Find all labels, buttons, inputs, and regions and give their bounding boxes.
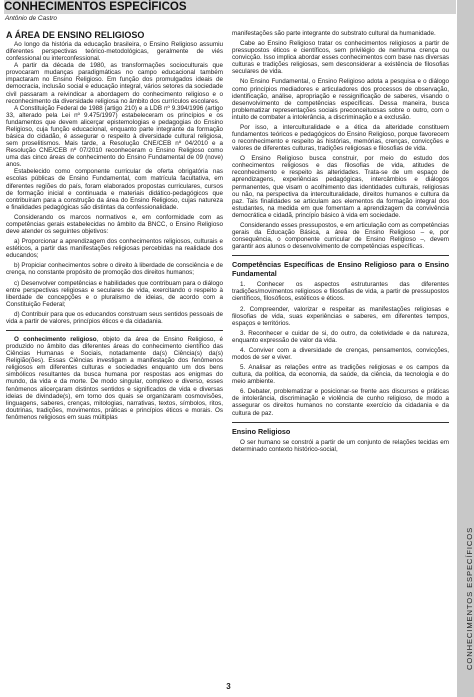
- objective-item: a) Proporcionar a aprendizagem dos conhecimentos religiosos, culturais e estéticos, a partir das manifestações religiosas percebidas na realidade dos educandos;: [6, 238, 223, 260]
- paragraph: Considerando esses pressupostos, e em articulação com as competências gerais da Educação Básica, a área de Ensino Religioso – e, por consequência, o componente curricular de Ensino Religioso –, devem garantir aos alunos o desenvolvimento de competências específicas.: [232, 221, 449, 251]
- divider: [232, 422, 449, 423]
- competency-item: 6. Debater, problematizar e posicionar-se frente aos discursos e práticas de intolerância, discriminação e violência de cunho religioso, de modo a assegurar os direitos humanos no constante exercício da cidadania e da cultura de paz.: [232, 388, 449, 417]
- competency-item: 1. Conhecer os aspectos estruturantes das diferentes tradições/movimentos religiosos e filosofias de vida, a partir de pressupostos científicos, filosóficos, estéticos e éticos.: [232, 281, 449, 303]
- author-name: Antônio de Castro: [5, 15, 58, 22]
- paragraph: Estabelecido como componente curricular de oferta obrigatória nas escolas públicas de Ensino Fundamental, com matrícula facultativa, em diferentes regiões do país, foram elaborados propostas curriculares, cursos de formação inicial e continuada e materiais didático-pedagógicos que contribuíram para a construção da área do Ensino Religioso, cujas natureza e finalidades pedagógicas são distintas da confessionalidade.: [6, 168, 223, 211]
- paragraph: Cabe ao Ensino Religioso tratar os conhecimentos religiosos a partir de pressupostos éticos e científicos, sem privilégio de nenhuma crença ou convicção. Isso implica abordar esses conhecimentos com base nas diversas culturas e tradições religiosas, sem desconsiderar a existência de filosofias seculares de vida.: [232, 40, 449, 76]
- paragraph: [6, 336, 223, 421]
- page-title: CONHECIMENTOS ESPECÍFICOS: [4, 1, 187, 13]
- competency-item: 2. Compreender, valorizar e respeitar as manifestações religiosas e filosofias de vida, suas experiências e saberes, em diferentes tempos, espaços e territórios.: [232, 305, 449, 327]
- paragraph: No Ensino Fundamental, o Ensino Religioso adota a pesquisa e o diálogo como princípios mediadores e articuladores dos processos de observação, identificação, análise, apropriação e ressignificação de saberes, visando o desenvolvimento de competências específicas. Dessa maneira, busca problematizar representações sociais preconceituosas sobre o outro, com o intuito de combater a intolerância, a discriminação e a exclusão.: [232, 78, 449, 121]
- divider: [6, 330, 223, 331]
- page-number: 3: [226, 682, 231, 691]
- divider: [232, 255, 449, 256]
- side-tab-label: CONHECIMENTOS ESPECÍFICOS: [465, 526, 474, 670]
- paragraph: O Ensino Religioso busca construir, por meio do estudo dos conhecimentos religiosos e das filosofias de vida, atitudes de reconhecimento e respeito às alteridades. Trata-se de um espaço de aprendizagens, experiências pedagógicas, intercâmbios e diálogos permanentes, que visam o acolhimento das identidades culturais, religiosas ou não, na perspectiva da interculturalidade, direitos humanos e cultura da paz. Tais finalidades se articulam aos elementos da formação integral dos estudantes, na medida em que fomentam a aprendizagem da convivência democrática e cidadã, princípio básico à vida em sociedade.: [232, 155, 449, 219]
- competency-item: 4. Conviver com a diversidade de crenças, pensamentos, convicções, modos de ser e viver.: [232, 346, 449, 361]
- right-column: [232, 30, 449, 453]
- paragraph: Ao longo da história da educação brasileira, o Ensino Religioso assumiu diferentes perspectivas teórico-metodológicas, geralmente de viés confessional ou interconfessional.: [6, 41, 223, 63]
- bold-term: O conhecimento religioso: [14, 335, 97, 343]
- paragraph: Considerando os marcos normativos e, em conformidade com as competências gerais estabelecidas no âmbito da BNCC, o Ensino Religioso deve atender os seguintes objetivos:: [6, 213, 223, 236]
- competency-item: 3. Reconhecer e cuidar de si, do outro, da coletividade e da natureza, enquanto expressão de valor da vida.: [232, 329, 449, 344]
- paragraph-text: , objeto da área de Ensino Religioso, é produzido no âmbito das diferentes áreas do conhecimento científico das Ciências Humanas e Sociais, notadamente da(s) Ciência(s) da(s) Religião(ões). Essas Ciências investigam a manifestação dos fenômenos religiosos em diferentes culturas e sociedades enquanto um dos bens simbólicos resultantes da busca humana por respostas aos enigmas do mundo, da vida e da morte. De modo singular, complexo e diverso, esses fenômenos alicerçaram distintos sentidos e significados de vida e diversas ideias de divindade(s), em torno dos quais se organizaram cosmovisões, linguagens, saberes, crenças, mitologias, narrativas, textos, símbolos, ritos, doutrinas, tradições, movimentos, práticas e princípios éticos e morais. Os fenômenos religiosos em suas múltiplas: [6, 335, 223, 421]
- paragraph: Por isso, a interculturalidade e a ética da alteridade constituem fundamentos teóricos e pedagógicos do Ensino Religioso, porque favorecem o reconhecimento e respeito às histórias, memórias, crenças, convicções e valores de diferentes culturas, tradições religiosas e filosofias de vida.: [232, 123, 449, 153]
- section-title: A ÁREA DE ENSINO RELIGIOSO: [6, 30, 145, 40]
- paragraph: O ser humano se constrói a partir de um conjunto de relações tecidas em determinado contexto histórico-social,: [232, 439, 449, 454]
- objective-item: b) Propiciar conhecimentos sobre o direito à liberdade de consciência e de crença, no constante propósito de promoção dos direitos humanos;: [6, 262, 223, 277]
- paragraph: A partir da década de 1980, as transformações socioculturais que provocaram mudanças paradigmáticas no campo educacional também impactaram no Ensino Religioso. Em função dos promulgados ideais de democracia, inclusão social e educação integral, vários setores da sociedade civil passaram a reivindicar a abordagem do conhecimento religioso e o reconhecimento da diversidade religiosa no âmbito dos currículos escolares.: [6, 62, 223, 105]
- objective-item: d) Contribuir para que os educandos construam seus sentidos pessoais de vida a partir de valores, princípios éticos e da cidadania.: [6, 310, 223, 325]
- paragraph: A Constituição Federal de 1988 (artigo 210) e a LDB nº 9.394/1996 (artigo 33, alterado pela Lei nº 9.475/1997) estabeleceram os princípios e os fundamentos que devem alicerçar epistemologias e pedagogias do Ensino Religioso, cuja função educacional, enquanto parte integrante da formação básica do cidadão, é assegurar o respeito à diversidade cultural religiosa, sem proselitismos. Mais tarde, a Resolução CNE/CEB nº 04/2010 e a Resolução CNE/CEB nº 07/2010 reconheceram o Ensino Religioso como uma das cinco áreas de conhecimento do Ensino Fundamental de 09 (nove) anos.: [6, 104, 223, 169]
- paragraph: manifestações são parte integrante do substrato cultural da humanidade.: [232, 30, 436, 37]
- subsection-title: Ensino Religioso: [232, 426, 291, 436]
- left-column: [6, 30, 223, 421]
- competencies-title: Competências Específicas de Ensino Religioso para o Ensino Fundamental: [232, 260, 449, 278]
- objective-item: c) Desenvolver competências e habilidades que contribuam para o diálogo entre perspectivas religiosas e seculares de vida, exercitando o respeito à liberdade de concepções e o pluralismo de ideias, de acordo com a Constituição Federal;: [6, 279, 223, 308]
- competency-item: 5. Analisar as relações entre as tradições religiosas e os campos da cultura, da política, da economia, da saúde, da ciência, da tecnologia e do meio ambiente.: [232, 364, 449, 386]
